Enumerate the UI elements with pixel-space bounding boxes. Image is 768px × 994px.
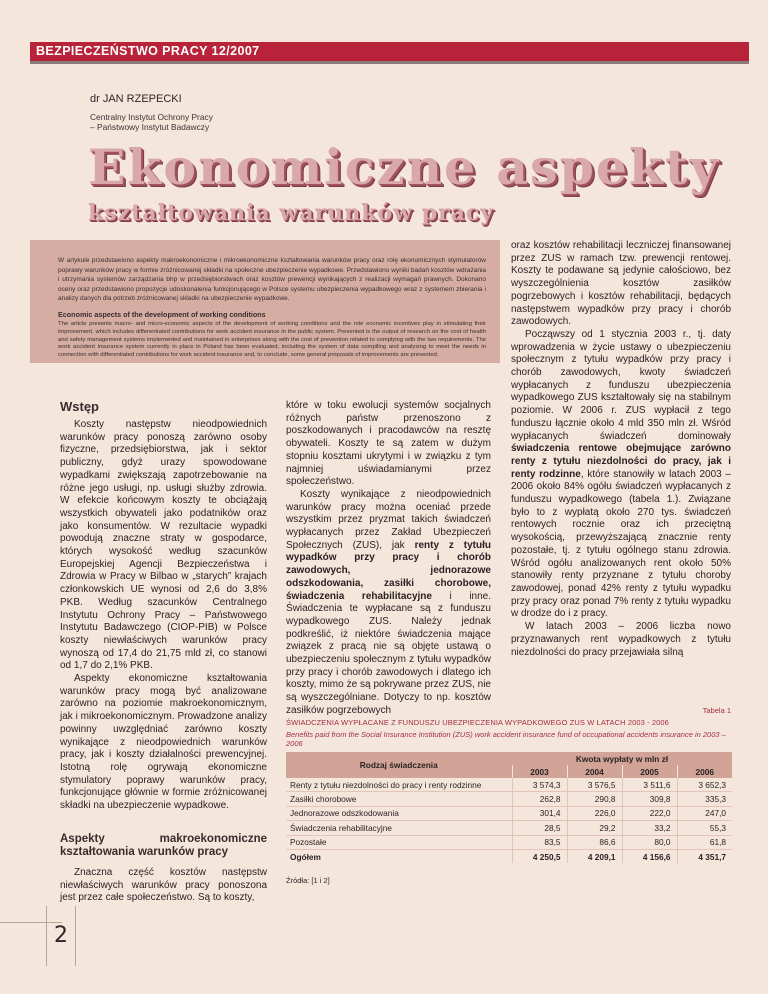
table-caption: Tabela 1 [702, 706, 731, 715]
column-2 [286, 400, 491, 718]
article-title: Ekonomiczne aspekty [88, 138, 721, 196]
table-header-amount: Kwota wypłaty w mln zł [512, 752, 732, 765]
table-row [286, 792, 732, 806]
journal-header: BEZPIECZEŃSTWO PRACY 12/2007 [36, 44, 260, 58]
affiliation-line-2: – Państwowy Instytut Badawczy [90, 122, 210, 132]
table-row [286, 806, 732, 820]
table-header-year: 2003 [512, 765, 567, 778]
benefits-table [286, 752, 732, 863]
col3-p2-bold: świadczenia rentowe obejmujące zarówno renty z tytułu niezdolności do pracy, jak i renty rodzinne [511, 443, 731, 480]
cell-value: 3 574,3 [512, 778, 567, 792]
row-label: Renty z tytułu niezdolności do pracy i renty rodzinne [286, 778, 512, 792]
cell-value: 335,3 [677, 792, 732, 806]
page-number: 2 [46, 906, 76, 966]
journal-header-bar [30, 42, 749, 64]
table-header-year: 2006 [677, 765, 732, 778]
cell-value: 4 250,5 [512, 849, 567, 863]
cell-value: 301,4 [512, 806, 567, 820]
col1-paragraph-2: Aspekty ekonomiczne kształtowania warunków pracy mogą być analizowane zarówno na poziomie makroekonomicznym, jak i mikroekonomicznym. Prowadzone analizy powinny uwzględniać zarówno koszty wynikające z nieodpowiednich warunków pracy, jak i koszty działalności prewencyjnej. Istotną rolę ogrywają ekonomiczne stymulatory poprawy warunków pracy, funkcjonujące głównie w formie zróżnicowanej składki na ubezpieczenie wypadkowe. [60, 673, 267, 812]
abstract-box [30, 240, 500, 363]
col3-paragraph-1: oraz kosztów rehabilitacji leczniczej finansowanej przez ZUS w ramach tzw. prewencji rentowej. Koszty te podawane są jedynie całościowo, bez wyszczególnienia kosztów zasiłków pogrzebowych i kosztów rehabilitacji, będących następstwem wypadków przy pracy i chorób zawodowych. [511, 240, 731, 328]
cell-value: 55,3 [677, 821, 732, 835]
table-row [286, 821, 732, 835]
cell-value: 309,8 [622, 792, 677, 806]
cell-value: 4 209,1 [567, 849, 622, 863]
cell-value: 83,5 [512, 835, 567, 849]
cell-value: 222,0 [622, 806, 677, 820]
cell-value: 4 156,6 [622, 849, 677, 863]
cell-value: 3 511,6 [622, 778, 677, 792]
col2-paragraph-1: które w toku ewolucji systemów socjalnych różnych państw przenoszono z poszkodowanych i pracodawców na resztę obywateli. Koszty te są zatem w dużym stopniu kosztami ukrytymi i w związku z tym najmniej uświadamianymi przez społeczeństwo. [286, 400, 491, 488]
row-label: Pozostałe [286, 835, 512, 849]
author-name: dr JAN RZEPECKI [90, 93, 182, 105]
cell-value: 61,8 [677, 835, 732, 849]
col1-paragraph-3: Znaczna część kosztów następstw niewłaściwych warunków pracy ponoszona jest przez całe społeczeństwo. Są to koszty, [60, 866, 267, 904]
abstract-en: The article presents macro- and micro-economic aspects of the development of working conditions and the role economic incentives play in stimulating their improvement, which includes differentiated contributions for work accident insurance in the public system. Presented is the output of research on the cost of health and safety management systems implemented and maintained in enterprises along with the cost of prevention related to complying with the law requirements. The work accident insurance system currently in place in Poland has been evaluated, including the system of data compiling and analysing to meet the needs in connection with differentiated contributions for work accident insurance and, to conclude, some general proposals of improvements are presented. [58, 320, 486, 359]
col2-p2-bold: renty z tytułu wypadków przy pracy i chorób zawodowych, jednorazowe odszkodowania, zasiłki chorobowe, świadczenia rehabilitacyjne [286, 539, 491, 602]
abstract-pl: W artykule przedstawiono aspekty makroekonomiczne i mikroekonomiczne kształtowania warunków pracy oraz rolę ekonomicznych stymulatorów poprawy warunków pracy w formie zróżnicowanej składki na społeczne ubezpieczenie wypadkowe. Przedstawiono wyniki badań kosztów wdrażania i utrzymania systemów zarządzania bhp w przedsiębiorstwach oraz kosztów prewencji wynikających z realizacji wymagań prawnych. Dokonano oceny oraz przedstawiono propozycje udoskonalenia funkcjonującego w Polsce systemu ubezpieczenia wypadkowego wraz z systemem zbierania i analizy danych dla potrzeb zróżnicowanej składki na ubezpieczenie wypadkowe. [58, 257, 486, 303]
col2-p2-start: Koszty wynikające z nieodpowiednich warunków pracy można oceniać przede wszystkim przez pryzmat takich świadczeń wypłacanych przez Zakład Ubezpieczeń Społecznych (ZUS), jak [286, 488, 491, 551]
table-row [286, 778, 732, 792]
col3-paragraph-2 [511, 329, 731, 621]
affiliation-line-1: Centralny Instytut Ochrony Pracy [90, 112, 213, 122]
cell-value: 86,6 [567, 835, 622, 849]
table-row [286, 835, 732, 849]
col3-p2-end: , które stanowiły w latach 2003 – 2006 około 84% ogółu świadczeń wypłacanych z funduszu wypadkowego (tabela 1.). Związane było to z wypłatą około 270 tys. świadczeń rentowych rocznie oraz ich przeciętną wysokością, przewyższającą znacznie renty pozostałe, tj. z tytułu ogólnego stanu zdrowia. Wśród ogółu analizowanych rent około 50% stanowiły renty przyznane z tytułu choroby zawodowej, ponad 42% renty z tytułu wypadku przy pracy oraz ponad 7% renty z tytułu wypadku w drodze do i z pracy. [511, 468, 731, 620]
table-header-year: 2004 [567, 765, 622, 778]
col1-paragraph-1: Koszty następstw nieodpowiednich warunków pracy ponoszą zarówno osoby fizyczne, przedsiębiorstwa, jak i sektor publiczny, gdyż urazy spowodowane wypadkami zwiększają zapotrzebowanie na różne jego usługi, np. usługi służby zdrowia. W efekcie końcowym koszty te obciążają wszystkich obywateli jako podatników oraz jako konsumentów. W rezultacie wypadki powodują znaczne straty w gospodarce, których wysokość według szacunków Europejskiej Agencji Bezpieczeństwa i Zdrowia w Pracy w Bilbao w „starych” krajach członkowskich UE wynosi od 2,6 do 3,8% PKB. Według szacunków Centralnego Instytutu Ochrony Pracy – Państwowego Instytutu Badawczego (CIOP-PIB) w Polsce koszty niewłaściwych warunków pracy wynoszą od 17,4 do 21,75 mld zł, co stanowi od 1,7 do 2,1% PKB. [60, 419, 267, 672]
author-affiliation [90, 112, 350, 132]
cell-value: 262,8 [512, 792, 567, 806]
cell-value: 3 576,5 [567, 778, 622, 792]
row-label: Ogółem [290, 851, 321, 862]
col2-p2-end: i inne. Świadczenia te wypłacane są z funduszu wypadkowego ZUS. Należy jednak podkreślić, iż niektóre świadczenia mające związek z pracą nie są objęte ustawą o ubezpieczeniu społecznym z tytułu wypadków przy pracy i chorób zawodowych i dlatego ich koszty, mimo że są pokrywane przez ZUS, nie są wyszczególniane. Dotyczy to np. kosztów zasiłków pogrzebowych [286, 590, 492, 716]
heading-intro: Wstęp [60, 399, 99, 414]
row-label: Świadczenia rehabilitacyjne [286, 821, 512, 835]
table-header-kind: Rodzaj świadczenia [286, 752, 512, 778]
table-title-en: Benefits paid from the Social Insurance Institution (ZUS) work accident insurance fund of occupational accidents insurance in 2003 – 2006 [286, 730, 726, 748]
col2-paragraph-2 [286, 489, 491, 718]
table-source: Źródła: [1 i 2] [286, 876, 330, 885]
cell-value: 28,5 [512, 821, 567, 835]
table-total-row [286, 849, 732, 863]
table-header-year: 2005 [622, 765, 677, 778]
cell-value: 226,0 [567, 806, 622, 820]
abstract-en-title: Economic aspects of the development of working conditions [58, 309, 266, 319]
cell-value: 4 351,7 [677, 849, 732, 863]
cell-value: 80,0 [622, 835, 677, 849]
cell-value: 247,0 [677, 806, 732, 820]
col3-paragraph-3: W latach 2003 – 2006 liczba nowo przyznawanych rent wypadkowych z tytułu niezdolności do pracy przejawiała silną [511, 621, 731, 658]
col3-p2-start: Począwszy od 1 stycznia 2003 r., tj. daty wprowadzenia w życie ustawy o ubezpieczeniu społecznym z tytułu wypadków przy pracy i chorób zawodowych, kwoty świadczeń wypłacanych z funduszu ubezpieczenia wypadkowego ZUS kształtowały się na stabilnym poziomie. W 2006 r. ZUS wypłacił z tego funduszu łącznie około 4 mld 350 mln zł. Wśród wypłacanych świadczeń dominowały [511, 328, 731, 442]
cell-value: 33,2 [622, 821, 677, 835]
heading-macro: Aspekty makroekonomiczne kształtowania warunków pracy [60, 832, 267, 858]
cell-value: 29,2 [567, 821, 622, 835]
cell-value: 290,8 [567, 792, 622, 806]
table-title-pl: ŚWIADCZENIA WYPŁACANE Z FUNDUSZU UBEZPIECZENIA WYPADKOWEGO ZUS W LATACH 2003 - 2006 [286, 718, 669, 727]
cell-value: 3 652,3 [677, 778, 732, 792]
row-label: Jednorazowe odszkodowania [286, 806, 512, 820]
row-label: Zasiłki chorobowe [286, 792, 512, 806]
column-3 [511, 240, 731, 659]
column-1 [60, 400, 267, 905]
article-subtitle: kształtowania warunków pracy [88, 200, 494, 226]
